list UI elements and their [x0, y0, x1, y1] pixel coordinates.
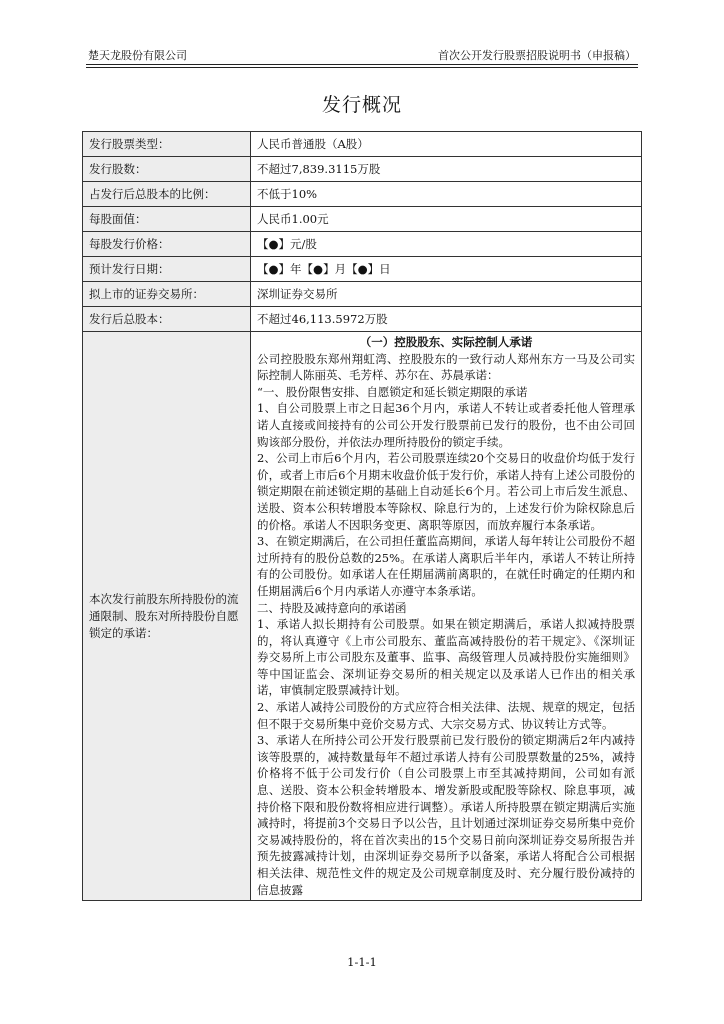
row-value: 不低于10%	[251, 182, 642, 207]
commitment-paragraph: 公司控股股东郑州翔虹湾、控股股东的一致行动人郑州东方一马及公司实际控制人陈丽英、毛芳样、苏尔在、苏晨承诺：	[257, 351, 635, 383]
commitment-paragraph: 3、在锁定期满后，在公司担任董监高期间，承诺人每年转让公司股份不超过所持有的股份总数的25%。在承诺人离职后半年内，承诺人不转让所持有的公司股份。如承诺人在任期届满前离职的，在就任时确定的任期内和任期届满后6个月内承诺人亦遵守本条承诺。	[257, 534, 635, 598]
row-value: 不超过7,839.3115万股	[251, 157, 642, 182]
row-value: 人民币普通股（A股）	[251, 132, 642, 157]
commitment-paragraph: 2、公司上市后6个月内，若公司股票连续20个交易日的收盘价均低于发行价，或者上市后6个月期末收盘价低于发行价，承诺人持有上述公司股份的锁定期限在前述锁定期的基础上自动延长6个月。若公司上市后发生派息、送股、资本公积转增股本等除权、除息行为的，上述发行价为除权除息后的价格。承诺人不因职务变更、离职等原因，而放弃履行本条承诺。	[257, 451, 635, 532]
header-rule	[86, 64, 638, 65]
commitment-paragraph: “一、股份限售安排、自愿锁定和延长锁定期限的承诺	[257, 384, 528, 399]
table-row	[83, 132, 642, 157]
table-row	[83, 207, 642, 232]
page-number: 1-1-1	[347, 955, 377, 969]
commitment-text-block	[257, 334, 635, 898]
table-row-commitment	[83, 332, 642, 901]
page-title: 发行概况	[321, 94, 402, 116]
row-label: 每股面值：	[83, 207, 251, 232]
row-label: 发行股数：	[83, 157, 251, 182]
commitment-content	[251, 332, 642, 901]
row-label: 每股发行价格：	[83, 232, 251, 257]
row-value: 人民币1.00元	[251, 207, 642, 232]
table-row	[83, 257, 642, 282]
table-row	[83, 157, 642, 182]
row-label: 拟上市的证券交易所：	[83, 282, 251, 307]
commitment-paragraph: 1、自公司股票上市之日起36个月内，承诺人不转让或者委托他人管理承诺人直接或间接持有的公司公开发行股票前已发行的股份，也不由公司回购该部分股份，并依法办理所持股份的锁定手续。	[257, 401, 635, 449]
table-row	[83, 282, 642, 307]
commitment-paragraph: 3、承诺人在所持公司公开发行股票前已发行股份的锁定期满后2年内减持该等股票的，减持数量每年不超过承诺人持有公司股票数量的25%，减持价格将不低于公司发行价（自公司股票上市至其减持期间，公司如有派息、送股、资本公积金转增股本、增发新股或配股等除权、除息事项，减持价格下限和股份数将相应进行调整）。承诺人所持股票在锁定期满后实施减持时，将提前3个交易日予以公告，且计划通过深圳证券交易所集中竞价交易减持股份的，将在首次卖出的15个交易日前向深圳证券交易所报告并预先披露减持计划，由深圳证券交易所予以备案，承诺人将配合公司根据相关法律、规范性文件的规定及公司规章制度及时、充分履行股份减持的信息披露	[257, 733, 635, 897]
table-row	[83, 307, 642, 332]
row-label: 预计发行日期：	[83, 257, 251, 282]
row-value: 深圳证券交易所	[251, 282, 642, 307]
row-label: 发行股票类型：	[83, 132, 251, 157]
row-value: 【●】年【●】月【●】日	[251, 257, 642, 282]
issuance-overview-table	[82, 131, 642, 901]
row-value: 不超过46,113.5972万股	[251, 307, 642, 332]
commitment-heading: （一）控股股东、实际控制人承诺	[359, 335, 533, 349]
commitment-paragraph: 1、承诺人拟长期持有公司股票。如果在锁定期满后，承诺人拟减持股票的，将认真遵守《上市公司股东、董监高减持股份的若干规定》、《深圳证券交易所上市公司股东及董事、监事、高级管理人员减持股份实施细则》等中国证监会、深圳证券交易所的相关规定以及承诺人已作出的相关承诺，审慎制定股票减持计划。	[257, 617, 635, 698]
commitment-label: 本次发行前股东所持股份的流通限制、股东对所持股份自愿锁定的承诺：	[83, 332, 251, 901]
row-label: 发行后总股本：	[83, 307, 251, 332]
row-label: 占发行后总股本的比例：	[83, 182, 251, 207]
table-row	[83, 182, 642, 207]
header-document-title: 首次公开发行股票招股说明书（申报稿）	[438, 49, 636, 62]
row-value: 【●】元/股	[251, 232, 642, 257]
table-row	[83, 232, 642, 257]
header-company: 楚天龙股份有限公司	[88, 49, 187, 62]
commitment-paragraph: 2、承诺人减持公司股份的方式应符合相关法律、法规、规章的规定，包括但不限于交易所集中竞价交易方式、大宗交易方式、协议转让方式等。	[257, 700, 635, 731]
commitment-paragraph: 二、持股及减持意向的承诺函	[257, 600, 407, 615]
header-rule-thin	[86, 67, 638, 68]
